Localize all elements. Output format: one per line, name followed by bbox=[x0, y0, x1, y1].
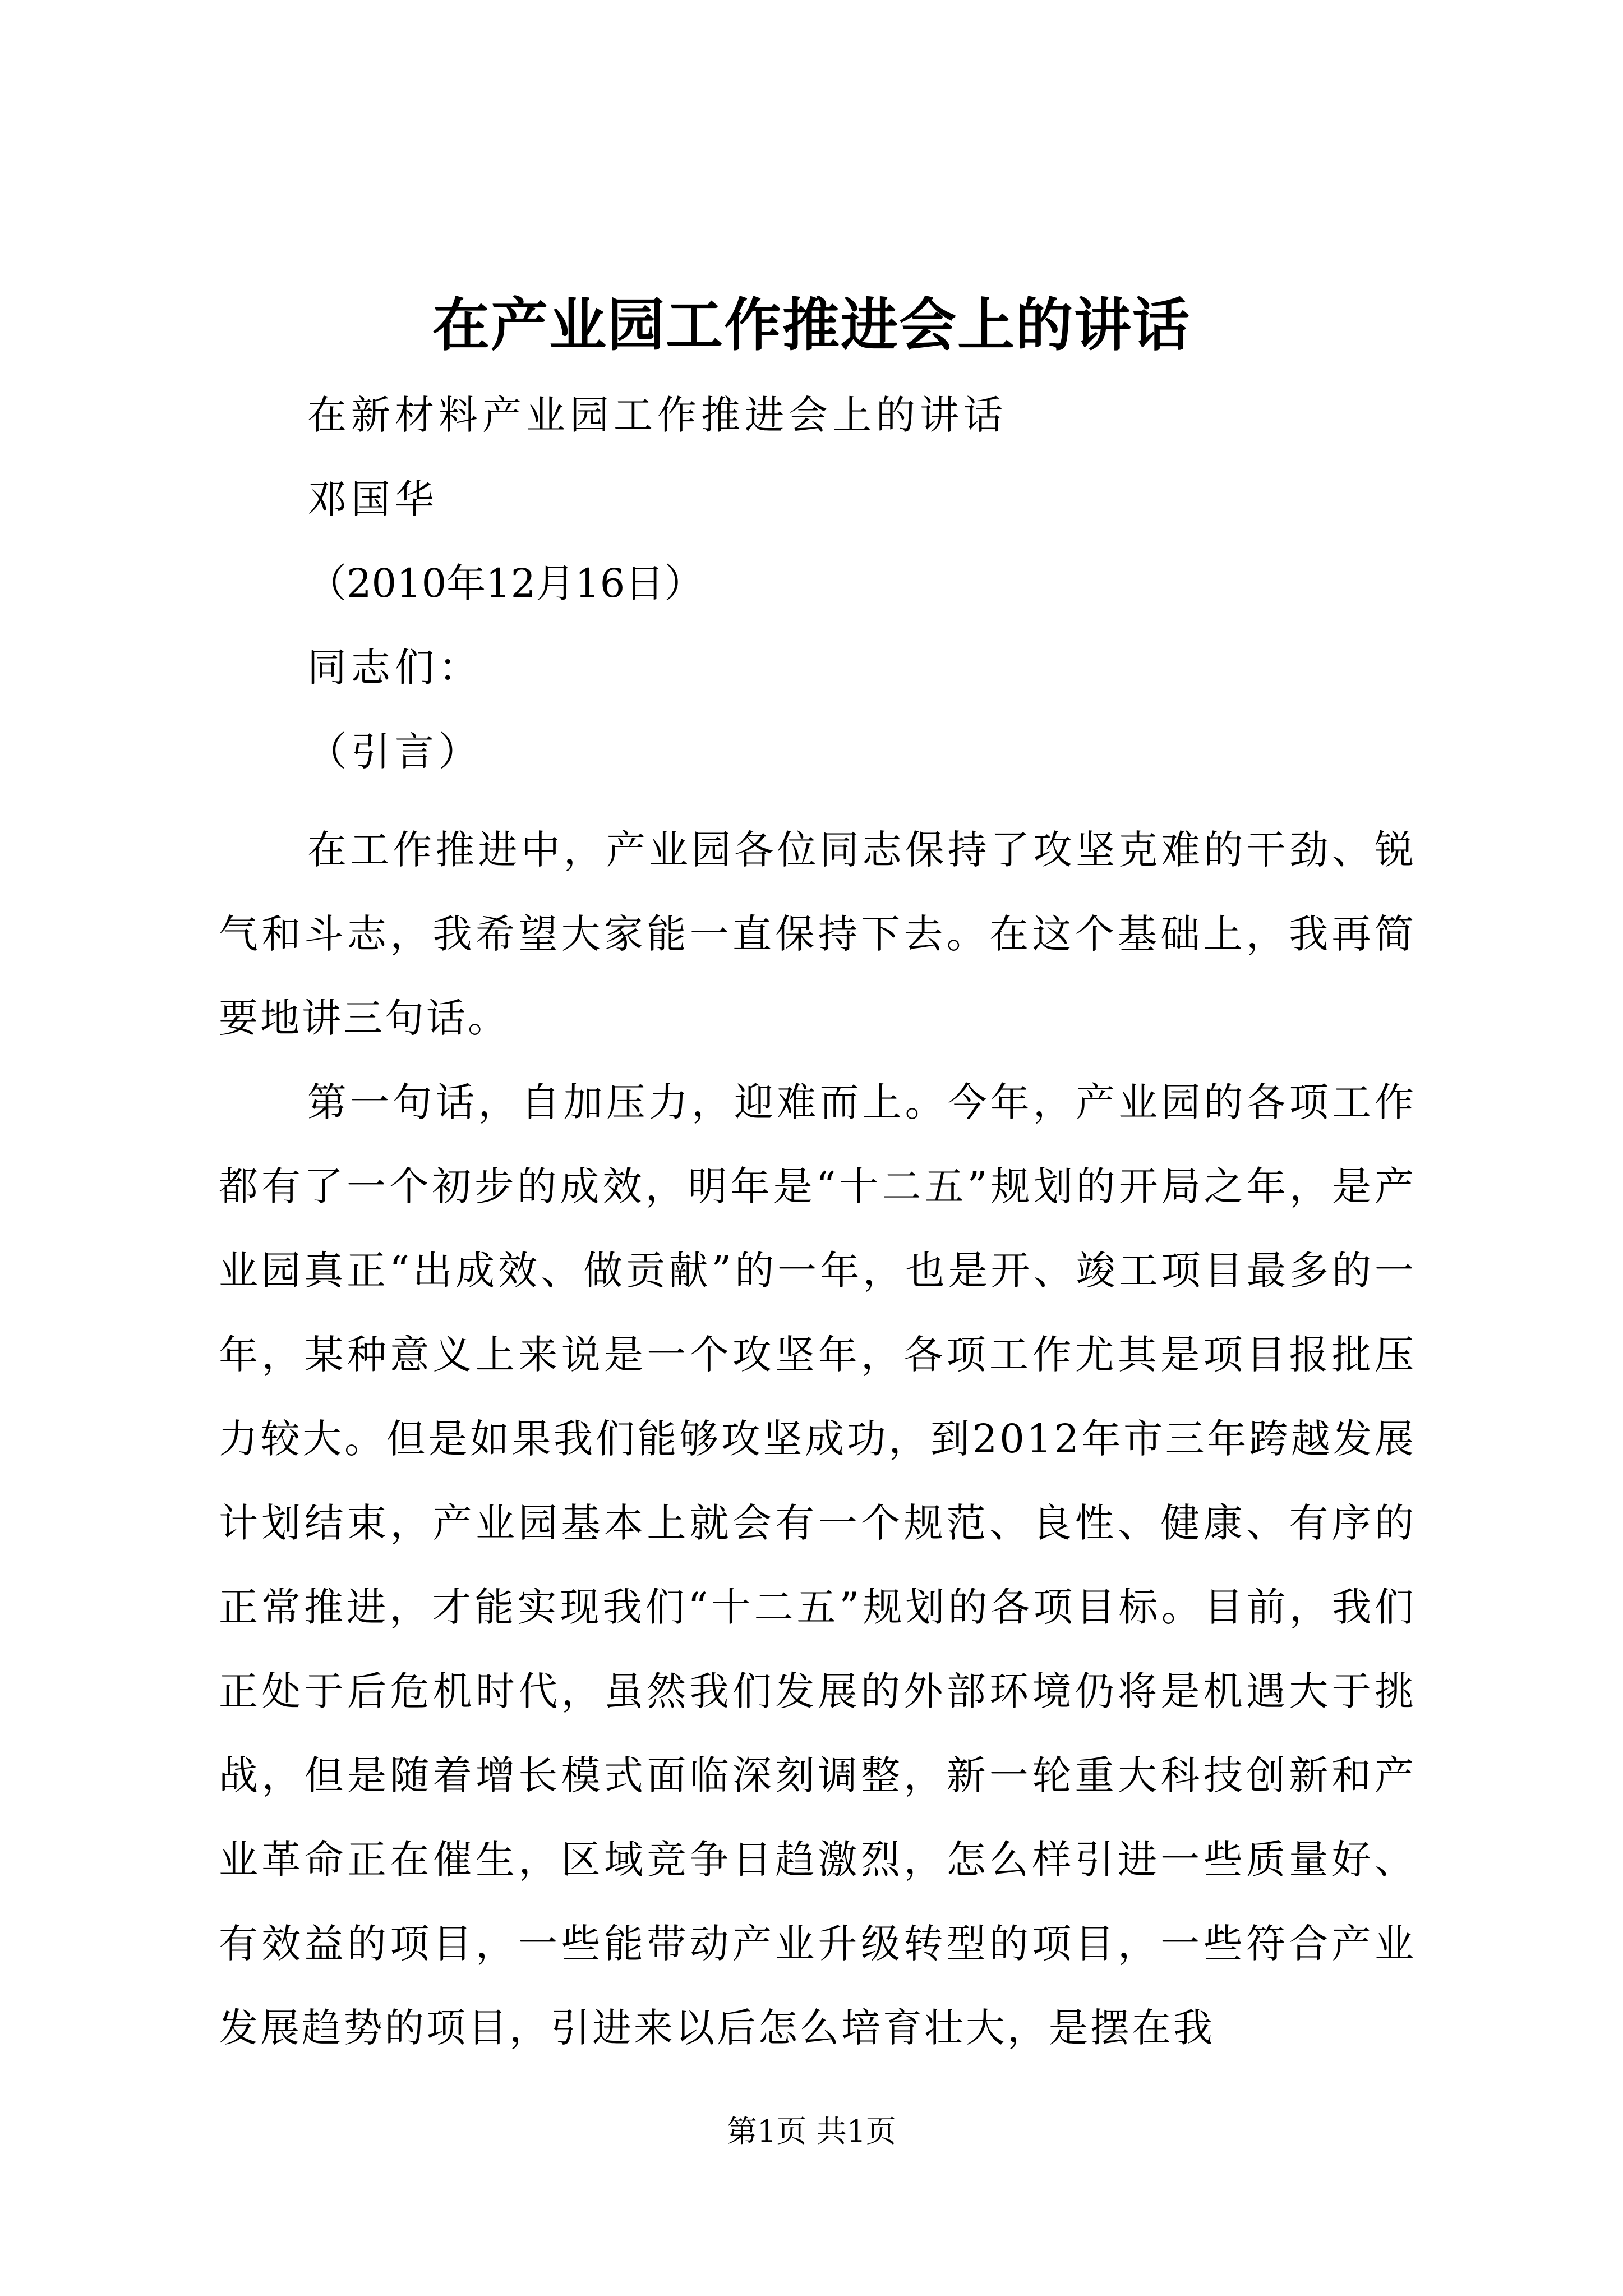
document-title: 在产业园工作推进会上的讲话 bbox=[432, 292, 1191, 359]
page-footer: 第1页 共1页 bbox=[727, 2114, 896, 2149]
body-paragraph: 第一句话，自加压力，迎难而上。今年，产业园的各项工作都有了一个初步的成效，明年是“十二五”规划的开局之年，是产业园真正“出成效、做贡献”的一年，也是开、竣工项目最多的一年，某种意义上来说是一个攻坚年，各项工作尤其是项目报批压力较大。但是如果我们能够攻坚成功，到2012年市三年跨越发展计划结束，产业园基本上就会有一个规范、良性、健康、有序的正常推进，才能实现我们“十二五”规划的各项目标。目前，我们正处于后危机时代，虽然我们发展的外部环境仍将是机遇大于挑战，但是随着增长模式面临深刻调整，新一轮重大科技创新和产业革命正在催生，区域竞争日趋激烈，怎么样引进一些质量好、有效益的项目，一些能带动产业升级转型的项目，一些符合产业发展趋势的项目，引进来以后怎么培育壮大，是摆在我 bbox=[219, 1079, 1416, 2051]
speech-date: （2010年12月16日） bbox=[307, 560, 704, 606]
body-paragraph: 在工作推进中，产业园各位同志保持了攻坚克难的干劲、锐气和斗志，我希望大家能一直保持下去。在这个基础上，我再简要地讲三句话。 bbox=[219, 827, 1416, 1041]
salutation: 同志们： bbox=[307, 645, 482, 691]
speech-subtitle: 在新材料产业园工作推进会上的讲话 bbox=[307, 392, 1007, 438]
intro-label: （引言） bbox=[307, 729, 482, 775]
author-name: 邓国华 bbox=[307, 476, 439, 522]
